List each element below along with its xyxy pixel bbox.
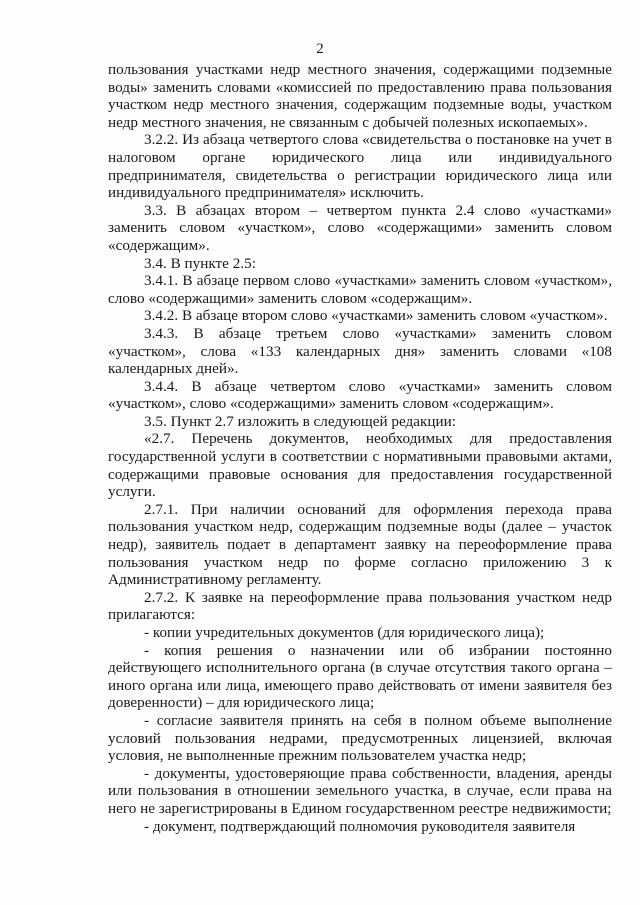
document-paragraph: 3.2.2. Из абзаца четвертого слова «свидетельства о постановке на учет в налоговом органе юридического лица или индивидуального предпринимателя, свидетельства о регистрации юридического лица или индивидуального предпринимателя» исключить. [108, 131, 612, 202]
document-paragraph: - копия решения о назначении или об избрании постоянно действующего исполнительного органа (в случае отсутствия такого органа – иного органа или лица, имеющего право действовать от имени заявителя без доверенности) – для юридического лица; [108, 641, 612, 712]
document-paragraph: 3.4.3. В абзаце третьем слово «участками» заменить словом «участком», слова «133 календарных дня» заменить словами «108 календарных дней». [108, 324, 612, 378]
document-paragraph: 3.4.1. В абзаце первом слово «участками» заменить словом «участком», слово «содержащими» заменить словом «содержащим». [108, 272, 612, 307]
document-paragraph: - документы, удостоверяющие права собственности, владения, аренды или пользования в отношении земельного участка, в случае, если права на него не зарегистрированы в Едином государственном реестре недвижимости; [108, 764, 612, 817]
document-paragraph: 2.7.1. При наличии оснований для оформления перехода права пользования участком недр, содержащим подземные воды (далее – участок недр), заявитель подает в департамент заявку на переоформление права пользования участком недр по форме согласно приложению 3 к Административному регламенту. [108, 500, 612, 589]
document-paragraph: 3.5. Пункт 2.7 изложить в следующей редакции: [144, 412, 457, 430]
document-body [108, 61, 612, 835]
document-paragraph: - копии учредительных документов (для юридического лица); [144, 624, 545, 641]
document-paragraph: «2.7. Перечень документов, необходимых для предоставления государственной услуги в соответствии с нормативными правовыми актами, содержащими правовые основания для предоставления государственной услуги. [108, 430, 612, 501]
document-paragraph: - документ, подтверждающий полномочия руководителя заявителя [144, 817, 576, 835]
page-number: 2 [316, 41, 324, 57]
document-paragraph: 3.4.4. В абзаце четвертом слово «участками» заменить словом «участком», слово «содержащими» заменить словом «содержащим». [108, 377, 612, 413]
document-paragraph: 3.4.2. В абзаце втором слово «участками» заменить словом «участком». [144, 307, 608, 325]
document-paragraph: - согласие заявителя принять на себя в полном объеме выполнение условий пользования недрами, предусмотренных лицензией, включая условия, не выполненные прежним пользователем участка недр; [108, 711, 612, 765]
document-paragraph: пользования участками недр местного значения, содержащими подземные воды» заменить словами «комиссией по предоставлению права пользования участком недр местного значения, содержащим подземные воды, участком недр местного значения, не связанным с добычей полезных ископаемых». [108, 61, 612, 131]
document-paragraph: 2.7.2. К заявке на переоформление права пользования участком недр прилагаются: [108, 588, 612, 624]
document-paragraph: 3.4. В пункте 2.5: [144, 254, 256, 272]
document-paragraph: 3.3. В абзацах втором – четвертом пункта 2.4 слово «участками» заменить словом «участком», слово «содержащими» заменить словом «содержащим». [108, 201, 612, 254]
